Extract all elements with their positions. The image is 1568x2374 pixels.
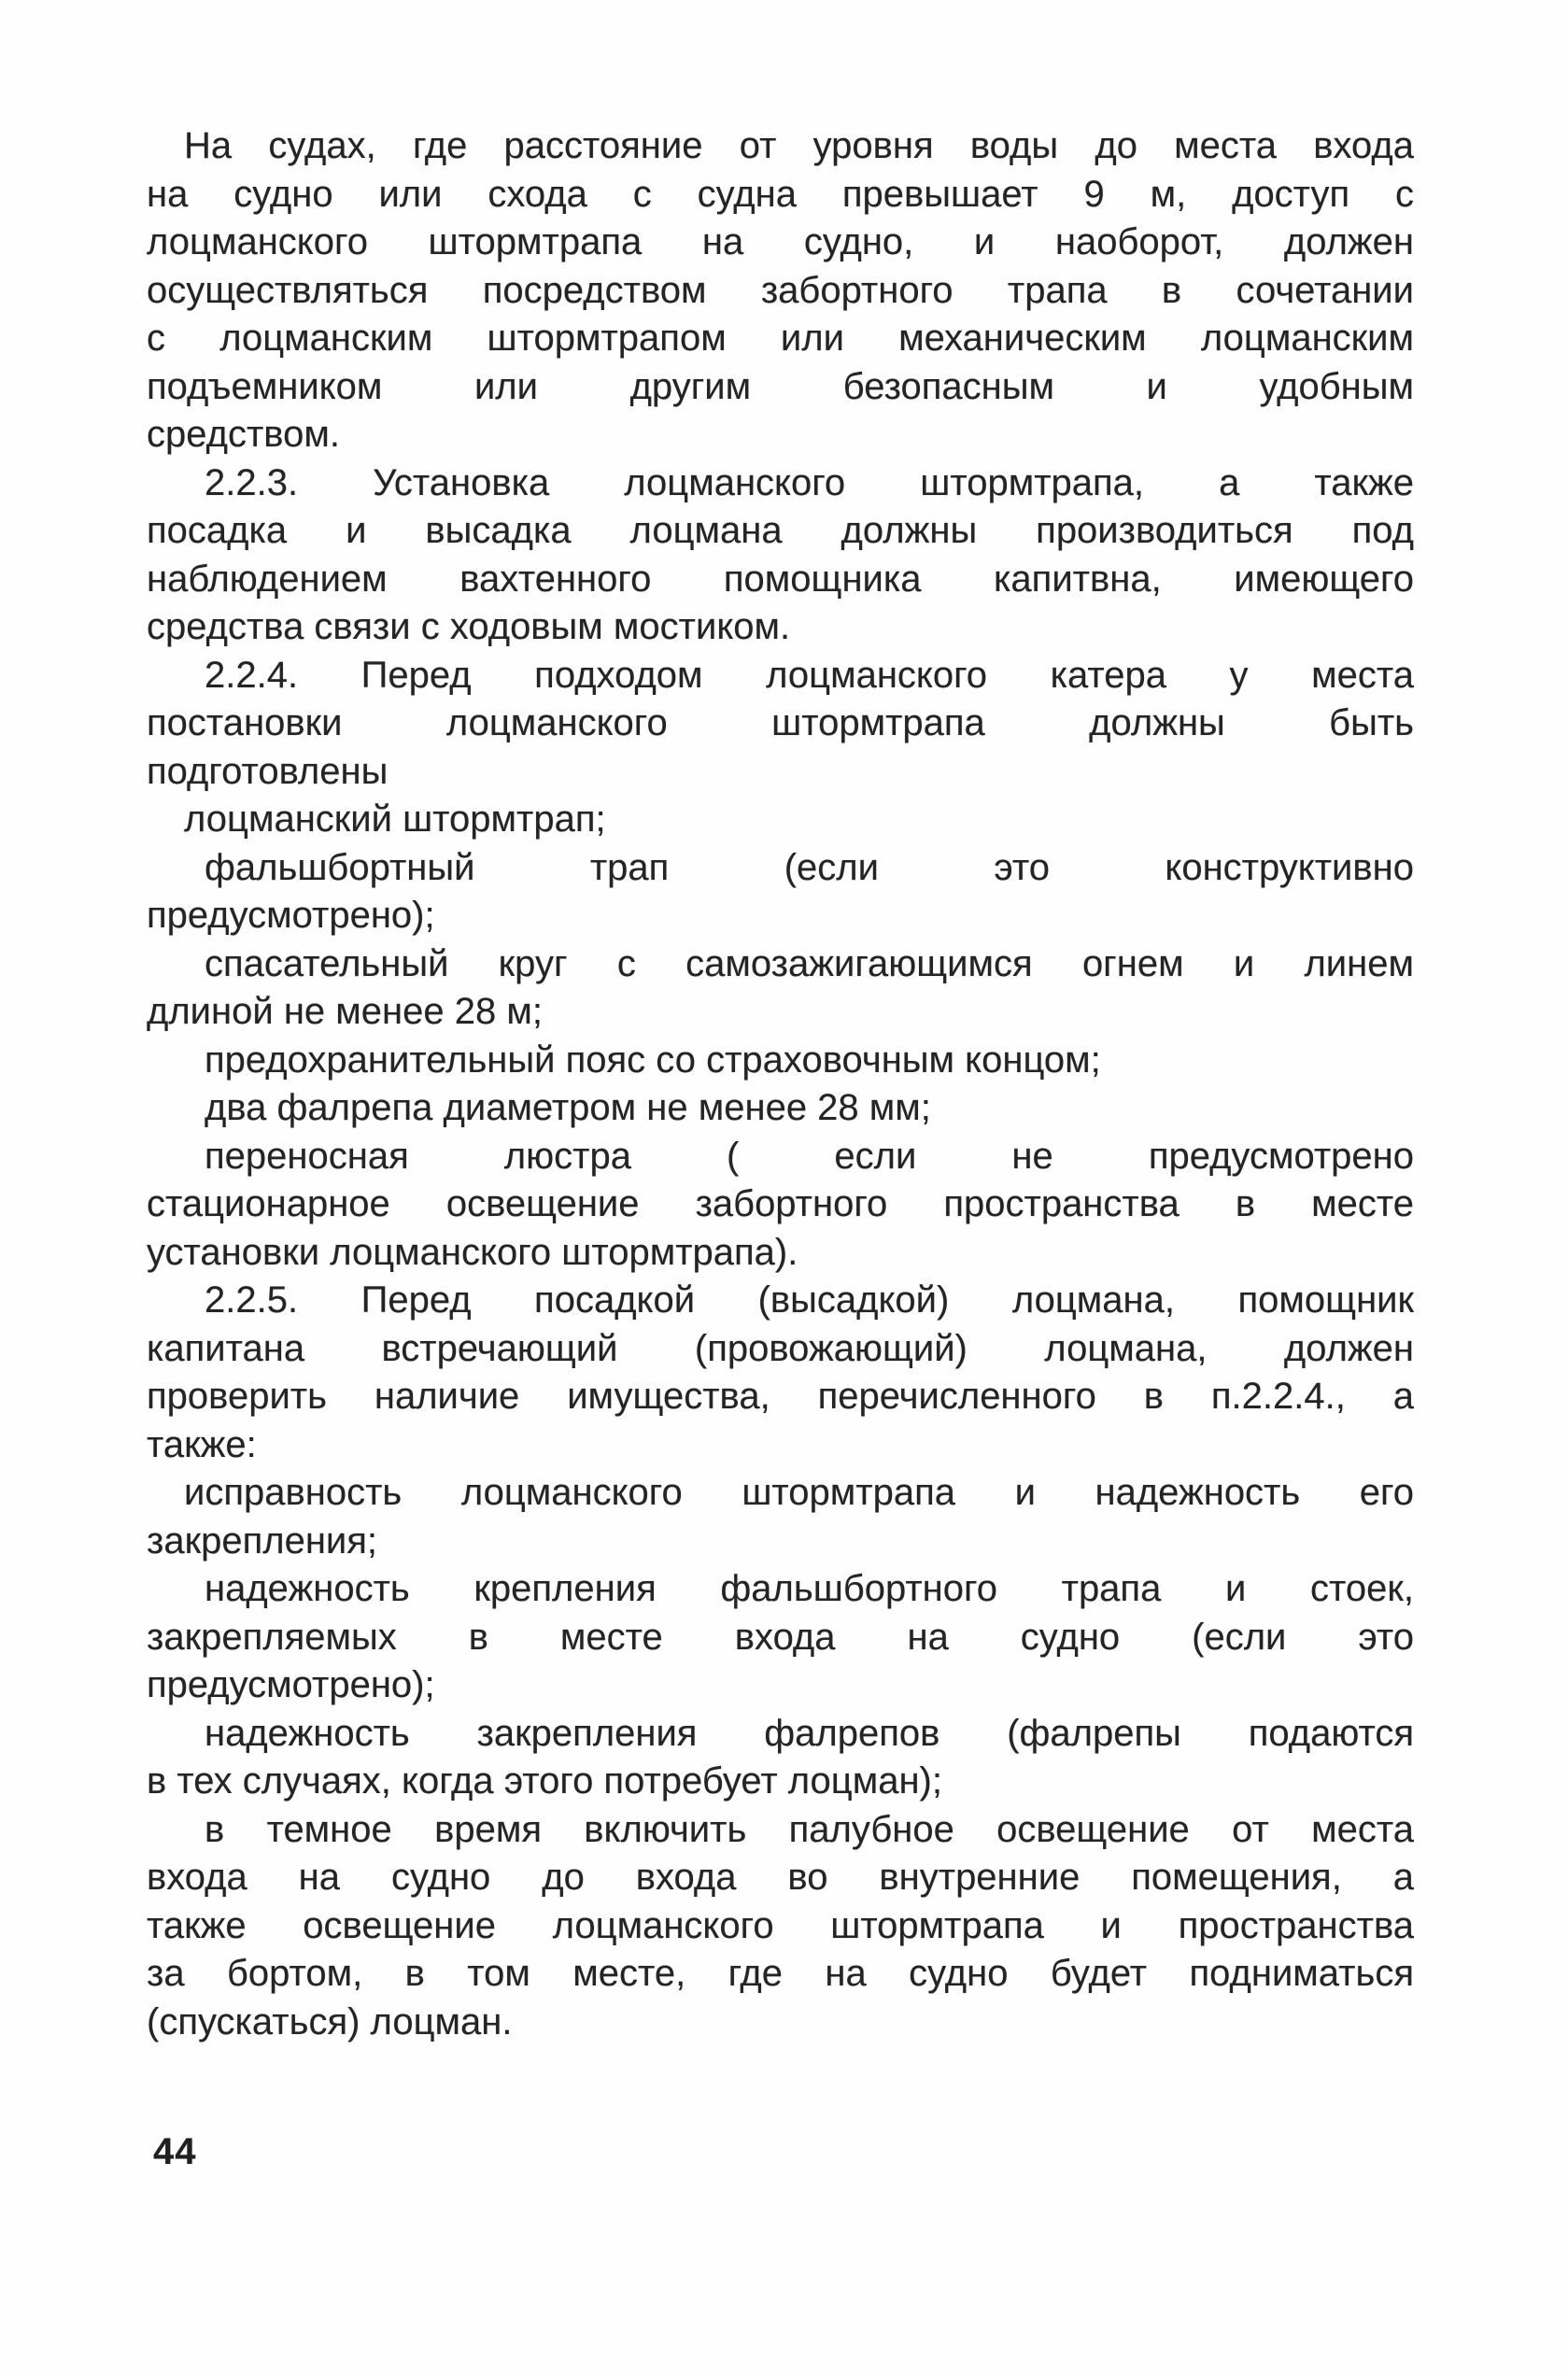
text-line: надежность закрепления фалрепов (фалрепы подаются bbox=[205, 1712, 1414, 1754]
text-line: закрепляемых в месте входа на судно (если это bbox=[147, 1616, 1414, 1658]
text-line: лоцманский штормтрап; bbox=[184, 798, 606, 840]
text-line: подготовлены bbox=[147, 750, 388, 792]
text-line: исправность лоцманского штормтрапа и надежность его bbox=[184, 1472, 1414, 1513]
text-line: также освещение лоцманского штормтрапа и пространства bbox=[147, 1904, 1414, 1946]
text-line: также: bbox=[147, 1423, 257, 1465]
text-line: подъемником или другим безопасным и удобным bbox=[147, 365, 1414, 407]
text-line: средства связи с ходовым мостиком. bbox=[147, 606, 791, 647]
text-line: предохранительный пояс со страховочным концом; bbox=[205, 1039, 1101, 1081]
text-line: установки лоцманского штормтрапа). bbox=[147, 1231, 798, 1273]
text-line: лоцманского штормтрапа на судно, и наоборот, должен bbox=[147, 221, 1414, 262]
text-line: спасательный круг с самозажигающимся огнем и линем bbox=[205, 942, 1414, 984]
text-line: фальшбортный трап (если это конструктивно bbox=[205, 846, 1414, 888]
text-line: 2.2.5. Перед посадкой (высадкой) лоцмана, помощник bbox=[205, 1279, 1414, 1321]
text-line: в темное время включить палубное освещение от места bbox=[205, 1808, 1414, 1850]
text-line: на судно или схода с судна превышает 9 м, доступ с bbox=[147, 173, 1414, 215]
text-line: с лоцманским штормтрапом или механическим лоцманским bbox=[147, 318, 1414, 359]
text-line: закрепления; bbox=[147, 1519, 378, 1561]
text-line: предусмотрено); bbox=[147, 895, 435, 936]
text-line: в тех случаях, когда этого потребует лоцман); bbox=[147, 1760, 942, 1802]
text-line: капитана встречающий (провожающий) лоцмана, должен bbox=[147, 1327, 1414, 1369]
text-line: 2.2.4. Перед подходом лоцманского катера у места bbox=[205, 654, 1414, 696]
page-number: 44 bbox=[153, 2131, 197, 2172]
text-line: длиной не менее 28 м; bbox=[147, 991, 543, 1032]
text-line: На судах, где расстояние от уровня воды до места входа bbox=[184, 125, 1414, 166]
text-line: переносная люстра ( если не предусмотрено bbox=[205, 1135, 1414, 1177]
text-line: два фалрепа диаметром не менее 28 мм; bbox=[205, 1087, 931, 1128]
text-line: за бортом, в том месте, где на судно будет подниматься bbox=[147, 1953, 1414, 1994]
text-line: входа на судно до входа во внутренние помещения, а bbox=[147, 1857, 1414, 1898]
text-line: постановки лоцманского штормтрапа должны быть bbox=[147, 702, 1414, 743]
text-line: 2.2.3. Установка лоцманского штормтрапа, а также bbox=[205, 461, 1414, 503]
text-line: средством. bbox=[147, 414, 340, 455]
text-line: проверить наличие имущества, перечисленного в п.2.2.4., а bbox=[147, 1376, 1414, 1417]
text-line: (спускаться) лоцман. bbox=[147, 2000, 513, 2042]
text-line: осуществляться посредством забортного трапа в сочетании bbox=[147, 269, 1414, 311]
text-line: стационарное освещение забортного пространства в месте bbox=[147, 1183, 1414, 1224]
text-line: посадка и высадка лоцмана должны производиться под bbox=[147, 510, 1414, 551]
text-line: надежность крепления фальшбортного трапа и стоек, bbox=[205, 1568, 1414, 1609]
text-line: предусмотрено); bbox=[147, 1664, 435, 1705]
page-text bbox=[147, 122, 1414, 2046]
text-line: наблюдением вахтенного помощника капитвна, имеющего bbox=[147, 558, 1414, 600]
